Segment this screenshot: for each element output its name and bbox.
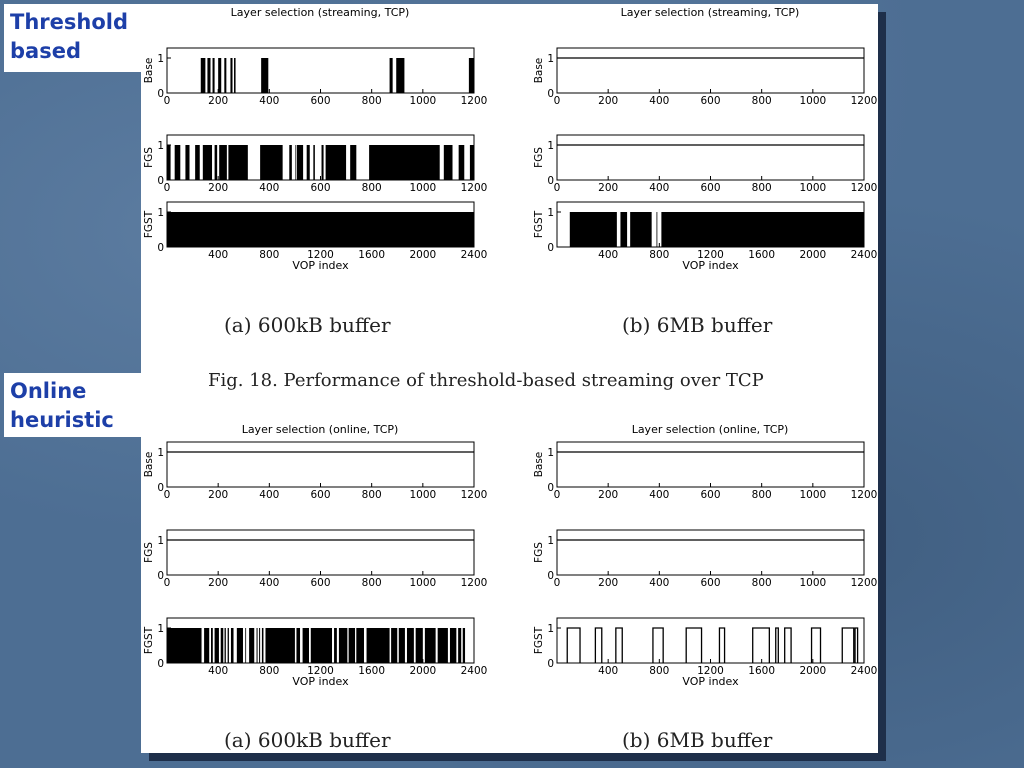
plot-frame [557,442,864,487]
x-tick-label: 600 [700,95,721,107]
data-bar [228,145,247,180]
x-tick-label: 2400 [460,665,488,677]
data-bar [185,145,189,180]
data-bar [230,58,232,93]
data-bar [570,212,617,247]
data-bar [195,145,200,180]
x-tick-label: 200 [208,489,229,501]
data-bar [450,628,456,663]
x-tick-label: 400 [259,95,280,107]
x-tick-label: 800 [361,95,382,107]
x-axis-label: VOP index [682,675,739,688]
y-axis-label: Base [533,57,545,84]
data-bar [265,628,294,663]
data-bar [204,628,209,663]
x-axis-label: VOP index [682,259,739,272]
x-tick-label: 1000 [799,182,827,194]
x-tick-label: 200 [598,95,619,107]
x-tick-label: 400 [259,577,280,589]
x-tick-label: 200 [208,95,229,107]
panel-bottom-b-base [533,442,877,501]
y-tick-label: 0 [157,242,164,254]
panel-bottom-b-fgst [533,618,877,688]
data-bar [620,212,627,247]
x-tick-label: 0 [163,95,171,107]
panel-bottom-a-fgs [143,530,487,589]
figure-canvas [141,4,878,753]
data-bar [211,628,213,663]
data-bar [339,628,347,663]
x-tick-label: 600 [310,489,331,501]
chart-title-bottom-b: Layer selection (online, TCP) [631,423,789,436]
data-bar [350,145,356,180]
x-tick-label: 0 [553,95,561,107]
y-tick-label: 1 [547,207,554,219]
data-bar [369,145,440,180]
data-bar [228,628,229,663]
y-axis-label: Base [143,451,155,478]
y-tick-label: 1 [157,623,164,635]
x-tick-label: 800 [649,665,670,677]
y-axis-label: FGS [143,542,155,563]
x-tick-label: 200 [598,489,619,501]
plot-frame [167,530,474,575]
data-bar [249,628,254,663]
chart-bottom-b [533,423,877,688]
x-tick-label: 1200 [460,182,488,194]
y-axis-label: FGST [533,210,545,239]
y-tick-label: 0 [157,88,164,100]
data-bar [438,628,448,663]
x-tick-label: 400 [649,182,670,194]
data-bar [213,58,215,93]
y-tick-label: 1 [547,447,554,459]
x-tick-label: 800 [751,95,772,107]
plot-frame [167,442,474,487]
data-bar [167,628,202,663]
x-tick-label: 600 [310,577,331,589]
panel-top-b-base [533,48,877,107]
x-tick-label: 800 [259,665,280,677]
y-tick-label: 0 [547,175,554,187]
data-bar [407,628,414,663]
data-bar [425,628,436,663]
x-tick-label: 2000 [409,249,437,261]
x-tick-label: 1200 [850,182,878,194]
x-tick-label: 1200 [460,95,488,107]
x-tick-label: 0 [163,182,171,194]
x-tick-label: 1000 [799,95,827,107]
data-bar [207,58,210,93]
y-axis-label: FGST [533,626,545,655]
threshold-label-line1: Threshold [10,10,128,34]
x-tick-label: 1200 [460,489,488,501]
data-bar [390,58,393,93]
data-bar [201,58,206,93]
x-tick-label: 800 [361,489,382,501]
data-bar [630,212,651,247]
data-bar [391,628,397,663]
x-tick-label: 400 [649,577,670,589]
x-tick-label: 600 [700,489,721,501]
y-tick-label: 1 [547,53,554,65]
data-bar [203,145,212,180]
data-bar [311,628,332,663]
x-tick-label: 0 [163,577,171,589]
chart-top-a [143,6,487,272]
x-tick-label: 400 [259,182,280,194]
y-tick-label: 1 [157,535,164,547]
x-tick-label: 1000 [409,182,437,194]
plot-frame [557,618,864,663]
subcaption-top-b: (b) 6MB buffer [622,313,773,337]
threshold-based-label [4,4,141,72]
y-tick-label: 1 [547,535,554,547]
x-tick-label: 600 [310,182,331,194]
data-bar [257,628,258,663]
x-tick-label: 400 [208,249,229,261]
x-tick-label: 1200 [850,95,878,107]
x-tick-label: 2000 [799,665,827,677]
x-tick-label: 200 [598,182,619,194]
chart-title-top-a: Layer selection (streaming, TCP) [230,6,410,19]
data-bar [225,628,226,663]
data-bar [167,212,474,247]
data-bar [224,58,226,93]
panel-bottom-b-fgs [533,530,877,589]
data-bar [260,145,283,180]
data-bar [218,58,221,93]
y-tick-label: 0 [547,242,554,254]
y-axis-label: Base [533,451,545,478]
y-axis-label: Base [143,57,155,84]
y-tick-label: 0 [157,482,164,494]
subcaption-bottom-b: (b) 6MB buffer [622,728,773,752]
x-tick-label: 1200 [460,577,488,589]
subcaption-bottom-a: (a) 600kB buffer [224,728,391,752]
x-tick-label: 800 [361,182,382,194]
y-tick-label: 1 [157,207,164,219]
data-bar [234,58,236,93]
data-bar [167,145,171,180]
chart-top-b [533,6,877,272]
x-tick-label: 2000 [799,249,827,261]
x-tick-label: 1600 [748,665,776,677]
y-tick-label: 0 [157,175,164,187]
data-bar [261,58,268,93]
x-tick-label: 400 [208,665,229,677]
data-bar [175,145,181,180]
x-tick-label: 1000 [409,577,437,589]
data-bar [356,628,364,663]
x-tick-label: 1200 [307,665,334,677]
x-tick-label: 600 [700,577,721,589]
data-bar [219,145,227,180]
x-tick-label: 2400 [460,249,488,261]
data-bar [231,628,234,663]
chart-title-bottom-a: Layer selection (online, TCP) [241,423,399,436]
charts-layer [143,6,877,688]
data-bar [470,145,474,180]
x-tick-label: 1000 [409,489,437,501]
x-tick-label: 800 [751,489,772,501]
x-tick-label: 200 [598,577,619,589]
y-axis-label: FGST [143,626,155,655]
data-bar [296,628,300,663]
data-bar [396,58,404,93]
panel-top-a-fgs [143,135,487,194]
data-bar [458,628,461,663]
x-tick-label: 1200 [697,249,724,261]
data-bar [416,628,423,663]
data-bar [237,628,243,663]
data-bar [215,628,219,663]
x-tick-label: 800 [259,249,280,261]
x-tick-label: 400 [259,489,280,501]
online-label-line2: heuristic [10,408,114,432]
plot-frame [557,135,864,180]
y-axis-label: FGS [533,147,545,168]
subcaption-top-a: (a) 600kB buffer [224,313,391,337]
data-bar [303,628,309,663]
data-bar [657,212,658,247]
chart-bottom-a [143,423,487,688]
x-tick-label: 0 [553,489,561,501]
x-tick-label: 1200 [697,665,724,677]
data-bar [322,145,324,180]
data-bar [334,628,337,663]
x-tick-label: 400 [598,249,619,261]
y-axis-label: FGS [143,147,155,168]
y-axis-label: FGS [533,542,545,563]
data-bar [289,145,292,180]
y-tick-label: 1 [547,623,554,635]
y-tick-label: 1 [157,447,164,459]
x-axis-label: VOP index [292,259,349,272]
x-tick-label: 800 [751,182,772,194]
x-tick-label: 400 [649,95,670,107]
x-tick-label: 1000 [799,489,827,501]
panel-top-b-fgst [533,202,877,272]
online-heuristic-label [4,373,141,437]
x-tick-label: 2400 [850,665,878,677]
y-tick-label: 0 [157,570,164,582]
x-tick-label: 1200 [307,249,334,261]
data-bar [259,628,260,663]
y-tick-label: 0 [547,88,554,100]
x-tick-label: 800 [751,577,772,589]
x-tick-label: 800 [649,249,670,261]
data-bar [295,145,296,180]
x-tick-label: 2400 [850,249,878,261]
x-tick-label: 400 [649,489,670,501]
online-label-line1: Online [10,379,87,403]
data-bar [399,628,405,663]
x-tick-label: 1200 [850,577,878,589]
data-bar [245,628,246,663]
y-tick-label: 0 [157,658,164,670]
x-tick-label: 1200 [850,489,878,501]
panel-top-a-base [143,48,487,107]
figure-caption: Fig. 18. Performance of threshold-based streaming over TCP [208,370,764,391]
data-bar [463,628,465,663]
data-bar [262,628,264,663]
x-tick-label: 1600 [358,665,386,677]
y-tick-label: 0 [547,658,554,670]
panel-bottom-a-fgst [143,618,487,688]
y-tick-label: 0 [547,570,554,582]
y-tick-label: 1 [157,53,164,65]
data-bar [215,145,218,180]
y-tick-label: 1 [157,140,164,152]
panel-bottom-a-base [143,442,487,501]
x-tick-label: 800 [361,577,382,589]
data-bar [297,145,303,180]
x-axis-label: VOP index [292,675,349,688]
chart-title-top-b: Layer selection (streaming, TCP) [620,6,800,19]
threshold-label-line2: based [10,39,81,63]
x-tick-label: 1600 [748,249,776,261]
x-tick-label: 0 [553,182,561,194]
data-bar [444,145,453,180]
data-bar [326,145,346,180]
data-bar [307,145,310,180]
data-bar [469,58,474,93]
x-tick-label: 400 [598,665,619,677]
x-tick-label: 0 [163,489,171,501]
panel-top-a-fgst [143,202,487,272]
data-bar [349,628,355,663]
y-axis-label: FGST [143,210,155,239]
x-tick-label: 0 [553,577,561,589]
data-bar [367,628,390,663]
x-tick-label: 1000 [799,577,827,589]
plot-frame [557,48,864,93]
x-tick-label: 600 [700,182,721,194]
data-bar [221,628,224,663]
data-bar [313,145,315,180]
x-tick-label: 200 [208,577,229,589]
x-tick-label: 600 [310,95,331,107]
x-tick-label: 2000 [409,665,437,677]
plot-frame [557,530,864,575]
panel-top-b-fgs [533,135,877,194]
x-tick-label: 1000 [409,95,437,107]
data-bar [661,212,864,247]
data-bar [459,145,465,180]
y-tick-label: 1 [547,140,554,152]
y-tick-label: 0 [547,482,554,494]
x-tick-label: 200 [208,182,229,194]
x-tick-label: 1600 [358,249,386,261]
